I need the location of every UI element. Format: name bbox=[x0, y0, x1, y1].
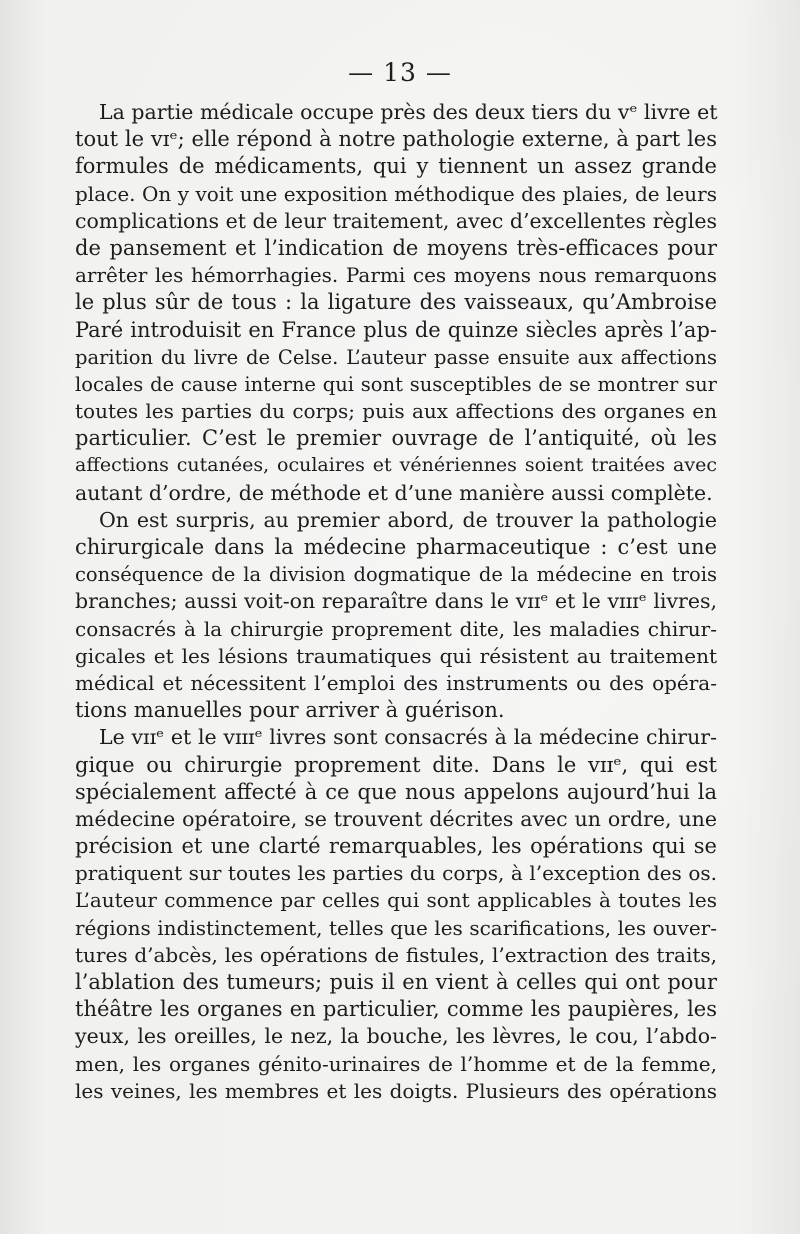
text-line: place. On y voit une exposition méthodique des plaies, de leurs bbox=[75, 181, 717, 206]
text-line: précision et une clarté remarquables, les opérations qui se bbox=[75, 834, 717, 859]
text-line: les veines, les membres et les doigts. Plusieurs des opérations bbox=[75, 1078, 717, 1103]
text-line: locales de cause interne qui sont susceptibles de se montrer sur bbox=[75, 372, 717, 396]
text-line: pratiquent sur toutes les parties du corps, à l’exception des os. bbox=[75, 861, 717, 886]
text-line: complications et de leur traitement, avec d’excellentes règles bbox=[75, 208, 717, 233]
text-line: gique ou chirurgie proprement dite. Dans le vɪɪᵉ, qui est bbox=[75, 752, 717, 777]
text-line: yeux, les oreilles, le nez, la bouche, les lèvres, le cou, l’abdo- bbox=[75, 1024, 717, 1049]
body-text bbox=[75, 99, 717, 1105]
text-line: parition du livre de Celse. L’auteur passe ensuite aux affections bbox=[75, 345, 717, 369]
text-line: L’auteur commence par celles qui sont applicables à toutes les bbox=[75, 888, 717, 913]
text-line: tions manuelles pour arriver à guérison. bbox=[75, 698, 505, 723]
text-line: branches; aussi voit-on reparaître dans le vɪɪᵉ et le vɪɪɪᵉ livres, bbox=[75, 589, 717, 614]
text-line: particulier. C’est le premier ouvrage de l’antiquité, où les bbox=[75, 426, 717, 451]
text-line: l’ablation des tumeurs; puis il en vient à celles qui ont pour bbox=[75, 970, 717, 994]
text-line: tout le vɪᵉ; elle répond à notre pathologie externe, à part les bbox=[75, 127, 717, 152]
text-line: conséquence de la division dogmatique de la médecine en trois bbox=[75, 563, 717, 587]
text-line: arrêter les hémorrhagies. Parmi ces moyens nous remarquons bbox=[75, 263, 717, 288]
text-line: Paré introduisit en France plus de quinze siècles après l’ap- bbox=[75, 317, 717, 342]
text-line: formules de médicaments, qui y tiennent un assez grande bbox=[75, 154, 717, 179]
text-line: men, les organes génito-urinaires de l’homme et de la femme, bbox=[75, 1051, 717, 1076]
text-line: consacrés à la chirurgie proprement dite, les maladies chirur- bbox=[75, 616, 717, 641]
text-line: tures d’abcès, les opérations de fistules, l’extraction des traits, bbox=[75, 942, 717, 967]
text-line: toutes les parties du corps; puis aux affections des organes en bbox=[75, 399, 717, 424]
text-line: Le vɪɪᵉ et le vɪɪɪᵉ livres sont consacrés à la médecine chirur- bbox=[99, 725, 717, 750]
text-line: On est surpris, au premier abord, de trouver la pathologie bbox=[99, 507, 717, 532]
text-line: autant d’ordre, de méthode et d’une manière aussi complète. bbox=[75, 480, 713, 505]
text-line: La partie médicale occupe près des deux tiers du vᵉ livre et bbox=[99, 100, 718, 124]
text-line: régions indistinctement, telles que les scarifications, les ouver- bbox=[75, 915, 717, 940]
text-line: médecine opératoire, se trouvent décrites avec un ordre, une bbox=[75, 806, 717, 831]
text-line: gicales et les lésions traumatiques qui résistent au traitement bbox=[75, 643, 717, 668]
text-line: le plus sûr de tous : la ligature des vaisseaux, qu’Ambroise bbox=[75, 290, 717, 315]
text-line: médical et nécessitent l’emploi des instruments ou des opéra- bbox=[75, 670, 717, 695]
text-line: affections cutanées, oculaires et vénériennes soient traitées avec bbox=[75, 454, 717, 477]
text-line: théâtre les organes en particulier, comme les paupières, les bbox=[75, 997, 717, 1022]
text-line: de pansement et l’indication de moyens très-efficaces pour bbox=[75, 235, 717, 260]
text-line: chirurgicale dans la médecine pharmaceutique : c’est une bbox=[75, 535, 717, 559]
page-number: — 13 — bbox=[348, 58, 452, 87]
text-line: spécialement affecté à ce que nous appelons aujourd’hui la bbox=[75, 779, 717, 804]
